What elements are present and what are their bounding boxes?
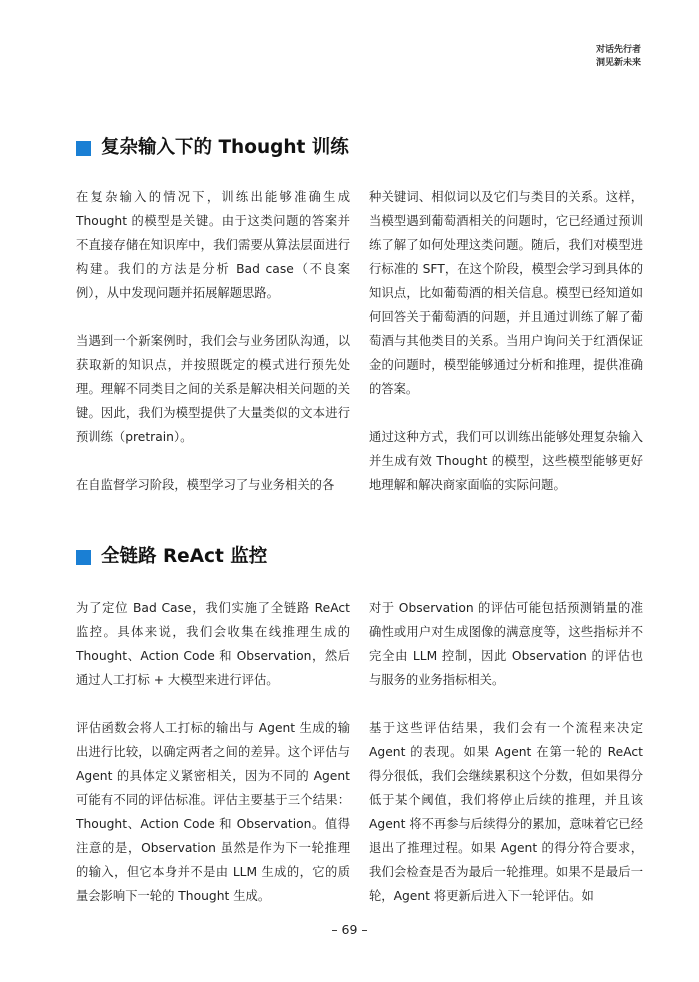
section1-left-column	[76, 185, 350, 497]
paragraph: 种关键词、相似词以及它们与类目的关系。这样，当模型遇到葡萄酒相关的问题时，它已经通过预训练了解了如何处理这类问题。随后，我们对模型进行标准的 SFT，在这个阶段，模型会学习到具体的知识点，比如葡萄酒的相关信息。模型已经知道如何回答关于葡萄酒的问题，并且通过训练了解了葡萄酒与其他类目的关系。当用户询问关于红酒保证金的问题时，模型能够通过分析和推理，提供准确的答案。	[369, 190, 643, 396]
paragraph: 为了定位 Bad Case，我们实施了全链路 ReAct 监控。具体来说，我们会收集在线推理生成的 Thought、Action Code 和 Observation，然后通过人工打标 + 大模型来进行评估。	[76, 601, 350, 687]
page-number: – 69 –	[331, 922, 368, 937]
paragraph: 通过这种方式，我们可以训练出能够处理复杂输入并生成有效 Thought 的模型，这些模型能够更好地理解和解决商家面临的实际问题。	[369, 430, 643, 492]
paragraph: 对于 Observation 的评估可能包括预测销量的准确性或用户对生成图像的满意度等，这些指标并不完全由 LLM 控制，因此 Observation 的评估也与服务的业务指标相关。	[369, 601, 643, 687]
section-title-text: 复杂输入下的 Thought 训练	[101, 137, 349, 158]
section1-right-column	[369, 185, 643, 497]
section2-right-column	[369, 596, 643, 908]
paragraph: 在自监督学习阶段，模型学习了与业务相关的各	[76, 478, 335, 492]
paragraph: 评估函数会将人工打标的输出与 Agent 生成的输出进行比较，以确定两者之间的差异。这个评估与 Agent 的具体定义紧密相关，因为不同的 Agent 可能有不同的评估标准。评估主要基于三个结果：Thought、Action Code 和 Observation。值得注意的是，Observation 虽然是作为下一轮推理的输入，但它本身并不是由 LLM 生成的，它的质量会影响下一轮的 Thought 生成。	[76, 721, 350, 903]
header-tagline-line1: 对话先行者	[595, 45, 641, 55]
section-title-thought-training	[76, 136, 349, 160]
header-tagline-line2: 洞见新未来	[595, 58, 641, 68]
paragraph: 基于这些评估结果，我们会有一个流程来决定 Agent 的表现。如果 Agent 在第一轮的 ReAct 得分很低，我们会继续累积这个分数，但如果得分低于某个阈值，我们将停止后续的推理，并且该 Agent 将不再参与后续得分的累加，意味着它已经退出了推理过程。如果 Agent 的得分符合要求，我们会检查是否为最后一轮推理。如果不是最后一轮，Agent 将更新后进入下一轮评估。如	[369, 721, 643, 903]
paragraph: 在复杂输入的情况下，训练出能够准确生成 Thought 的模型是关键。由于这类问题的答案并不直接存储在知识库中，我们需要从算法层面进行构建。我们的方法是分析 Bad case（不良案例），从中发现问题并拓展解题思路。	[76, 190, 350, 300]
section-marker-icon	[76, 141, 91, 156]
section-title-react-monitoring	[76, 545, 267, 569]
section-marker-icon	[76, 550, 91, 565]
section-title-text: 全链路 ReAct 监控	[101, 546, 268, 567]
header-tagline	[596, 44, 641, 70]
paragraph: 当遇到一个新案例时，我们会与业务团队沟通，以获取新的知识点，并按照既定的模式进行预先处理。理解不同类目之间的关系是解决相关问题的关键。因此，我们为模型提供了大量类似的文本进行预训练（pretrain）。	[76, 334, 350, 444]
section2-left-column	[76, 596, 350, 908]
